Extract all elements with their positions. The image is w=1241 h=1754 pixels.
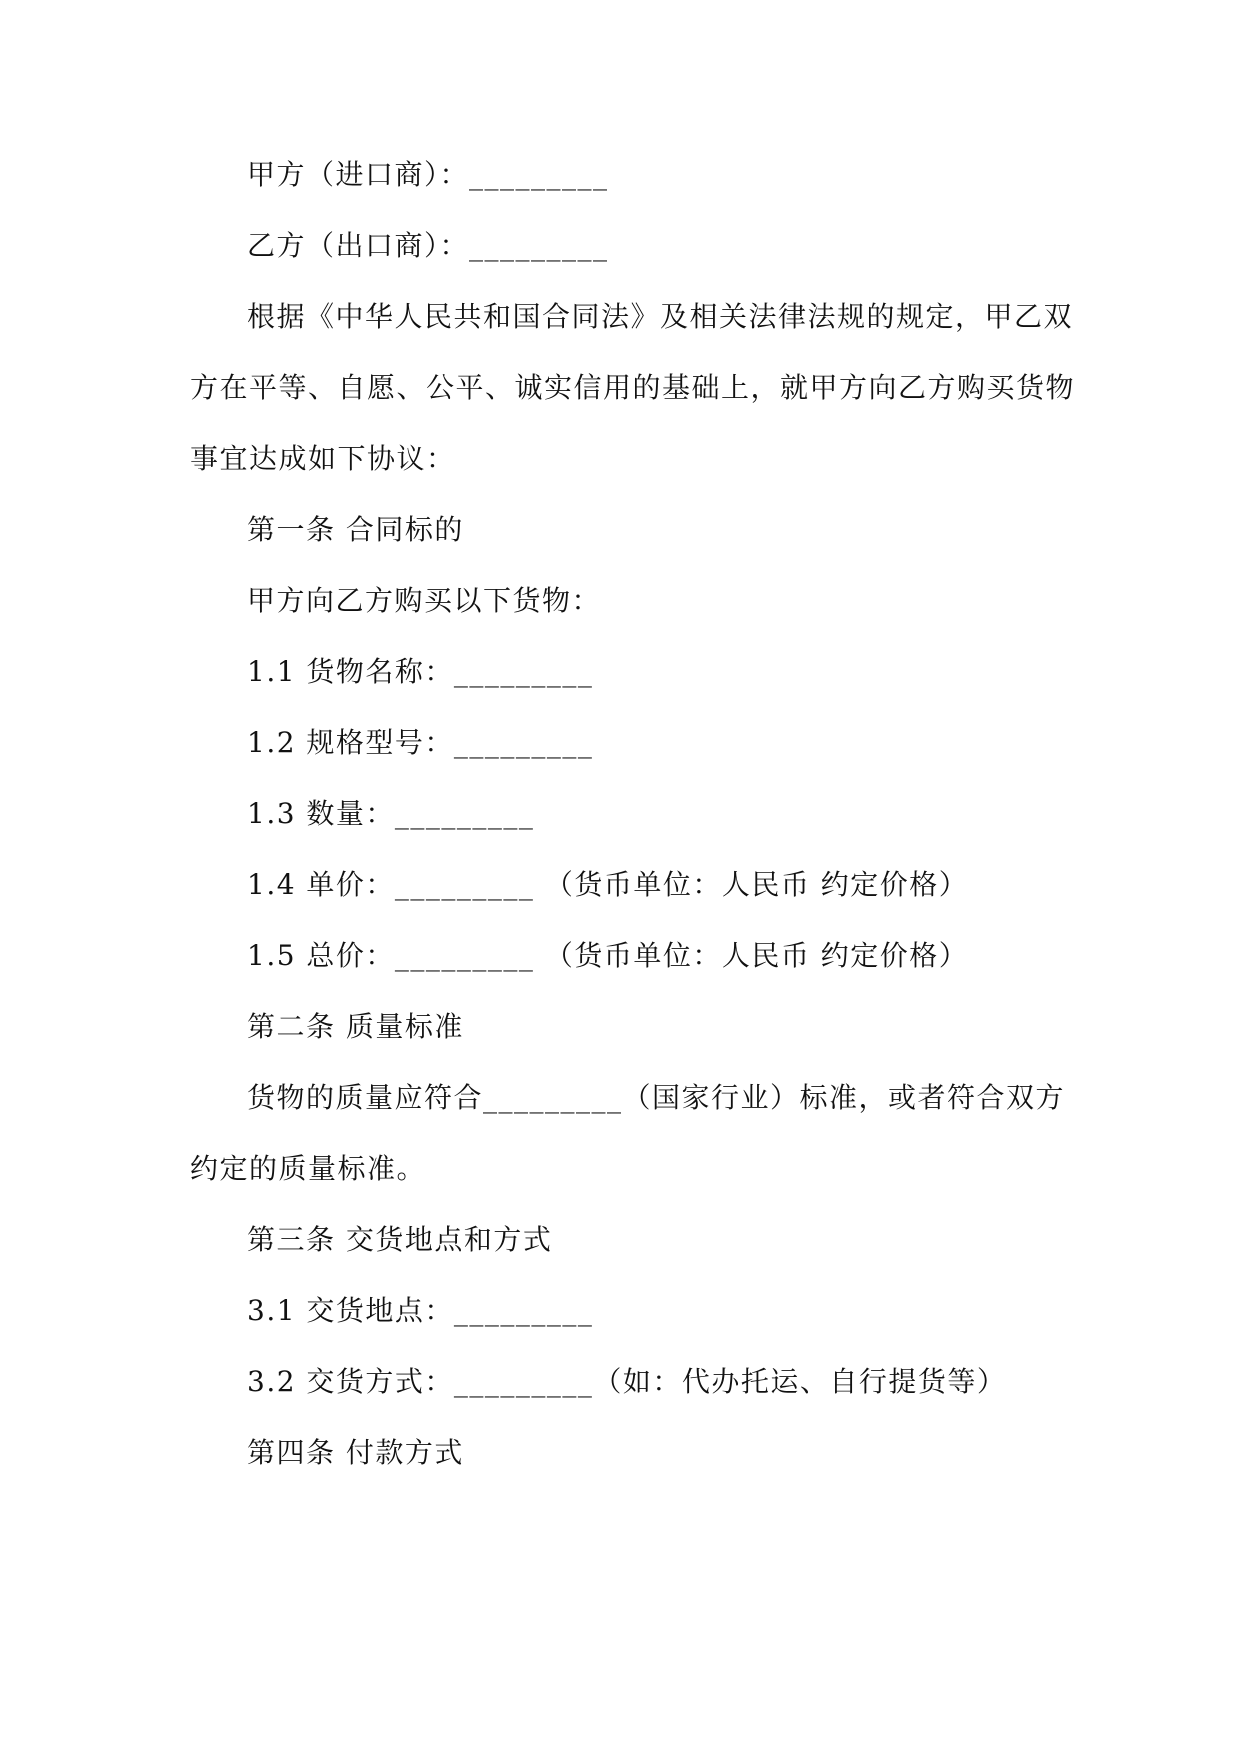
item-1-2: 1.2 规格型号：_________	[247, 726, 594, 759]
preamble-line-3: 事宜达成如下协议：	[190, 442, 456, 475]
article-3-heading: 第三条 交货地点和方式	[247, 1223, 553, 1256]
item-1-1: 1.1 货物名称：_________	[247, 655, 594, 688]
article-2-body-line-1: 货物的质量应符合_________（国家行业）标准，或者符合双方	[247, 1081, 1066, 1114]
party-a-line: 甲方（进口商）：_________	[247, 158, 609, 191]
item-3-1: 3.1 交货地点：_________	[247, 1294, 594, 1327]
party-b-line: 乙方（出口商）：_________	[247, 229, 609, 262]
item-1-4: 1.4 单价：_________ （货币单位：人民币 约定价格）	[247, 868, 969, 901]
preamble-line-2: 方在平等、自愿、公平、诚实信用的基础上，就甲方向乙方购买货物	[190, 371, 1076, 404]
article-1-heading: 第一条 合同标的	[247, 513, 464, 546]
article-4-heading: 第四条 付款方式	[247, 1436, 464, 1469]
article-2-body-line-2: 约定的质量标准。	[190, 1152, 427, 1185]
article-2-heading: 第二条 质量标准	[247, 1010, 464, 1043]
item-1-5: 1.5 总价：_________ （货币单位：人民币 约定价格）	[247, 939, 969, 972]
article-1-intro: 甲方向乙方购买以下货物：	[247, 584, 602, 617]
item-1-3: 1.3 数量：_________	[247, 797, 535, 830]
preamble-line-1: 根据《中华人民共和国合同法》及相关法律法规的规定，甲乙双	[247, 300, 1074, 333]
item-3-2: 3.2 交货方式：_________（如：代办托运、自行提货等）	[247, 1365, 1007, 1398]
